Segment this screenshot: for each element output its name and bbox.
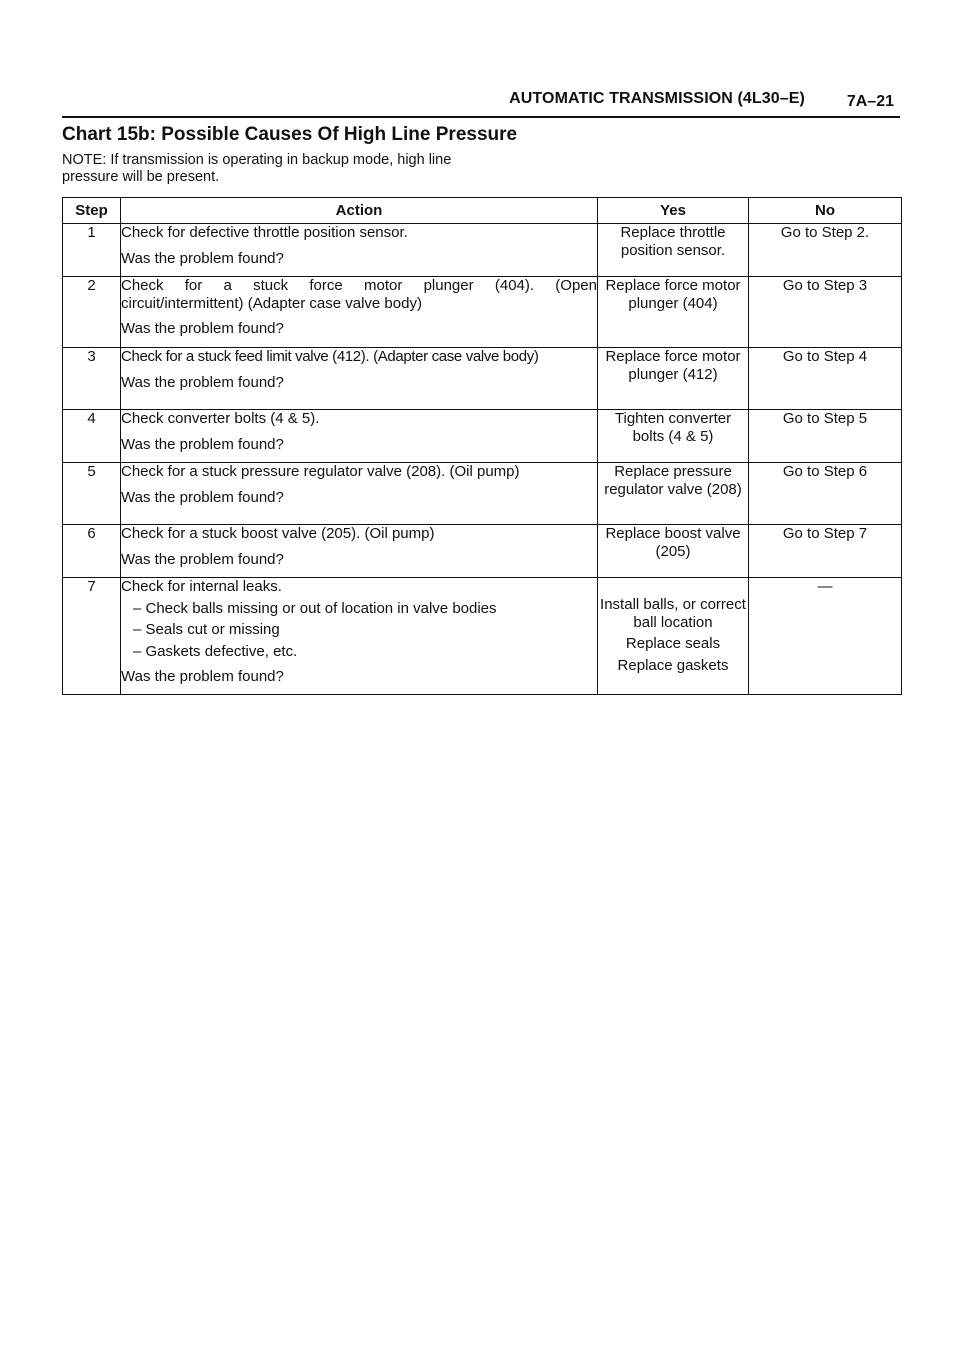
step-number: 1 [63,224,121,277]
table-row [63,578,902,695]
no-cell: Go to Step 2. [749,224,902,277]
no-cell: Go to Step 5 [749,410,902,463]
question-text: Was the problem found? [121,373,284,391]
action-text: Check converter bolts (4 & 5). [121,410,320,427]
action-text: Check for a stuck feed limit valve (412). (Adapter case valve body) [121,348,539,365]
header-title: AUTOMATIC TRANSMISSION (4L30–E) [509,90,805,107]
page-header [62,88,900,118]
yes-cell [598,277,749,348]
yes-text: Replace seals [625,635,721,652]
question-text: Was the problem found? [121,488,284,506]
page-number: 7A–21 [846,93,894,110]
table-row [63,525,902,578]
step-number: 6 [63,525,121,578]
column-header-yes: Yes [598,198,749,224]
question-text: Was the problem found? [121,249,284,267]
action-cell [121,224,598,277]
step-number: 7 [63,578,121,695]
yes-text: Replace throttle position sensor. [620,224,726,259]
action-subitem: – Check balls missing or out of location in valve bodies [133,599,497,617]
no-cell: Go to Step 7 [749,525,902,578]
table-row [63,410,902,463]
table-header-row [63,198,902,224]
column-header-step: Step [63,198,121,224]
yes-cell [598,348,749,410]
no-cell: — [749,578,902,695]
table-row [63,277,902,348]
question-text: Was the problem found? [121,320,284,337]
table-row [63,348,902,410]
action-text: circuit/intermittent) (Adapter case valve body) [121,294,422,312]
action-text: Check for defective throttle position sensor. [121,224,408,241]
action-cell [121,410,598,463]
yes-text: Replace force motor plunger (412) [605,348,741,383]
table-row [63,463,902,525]
action-cell [121,277,598,348]
action-text: Check for a stuck force motor plunger (404). (Open [121,277,597,294]
action-text: Check for a stuck boost valve (205). (Oil pump) [121,525,435,542]
table-row [63,224,902,277]
note-text: NOTE: If transmission is operating in backup mode, high line pressure will be present. [62,152,452,185]
action-cell [121,525,598,578]
question-text: Was the problem found? [121,435,284,453]
step-number: 3 [63,348,121,410]
step-number: 5 [63,463,121,525]
yes-text: Replace force motor plunger (404) [605,277,741,312]
action-text: Check for internal leaks. [121,578,282,595]
yes-cell [598,224,749,277]
yes-cell [598,525,749,578]
question-text: Was the problem found? [121,668,284,685]
action-text: Check for a stuck pressure regulator valve (208). (Oil pump) [121,463,520,480]
action-cell [121,348,598,410]
yes-text: Install balls, or correct ball location [600,596,746,631]
column-header-action: Action [121,198,598,224]
no-cell: Go to Step 3 [749,277,902,348]
yes-cell [598,463,749,525]
action-cell [121,463,598,525]
yes-text: Replace gaskets [617,656,729,674]
yes-text: Tighten converter bolts (4 & 5) [614,410,732,445]
yes-cell [598,410,749,463]
chart-title: Chart 15b: Possible Causes Of High Line Pressure [62,124,518,145]
step-number: 4 [63,410,121,463]
action-subitem: – Seals cut or missing [133,621,280,638]
step-number: 2 [63,277,121,348]
action-subitem: – Gaskets defective, etc. [133,642,298,660]
yes-text: Replace boost valve (205) [605,525,741,560]
yes-text: Replace pressure regulator valve (208) [604,463,742,498]
yes-cell [598,578,749,695]
question-text: Was the problem found? [121,550,284,568]
column-header-no: No [749,198,902,224]
no-cell: Go to Step 6 [749,463,902,525]
diagnostic-table [62,197,902,695]
action-cell [121,578,598,695]
no-cell: Go to Step 4 [749,348,902,410]
